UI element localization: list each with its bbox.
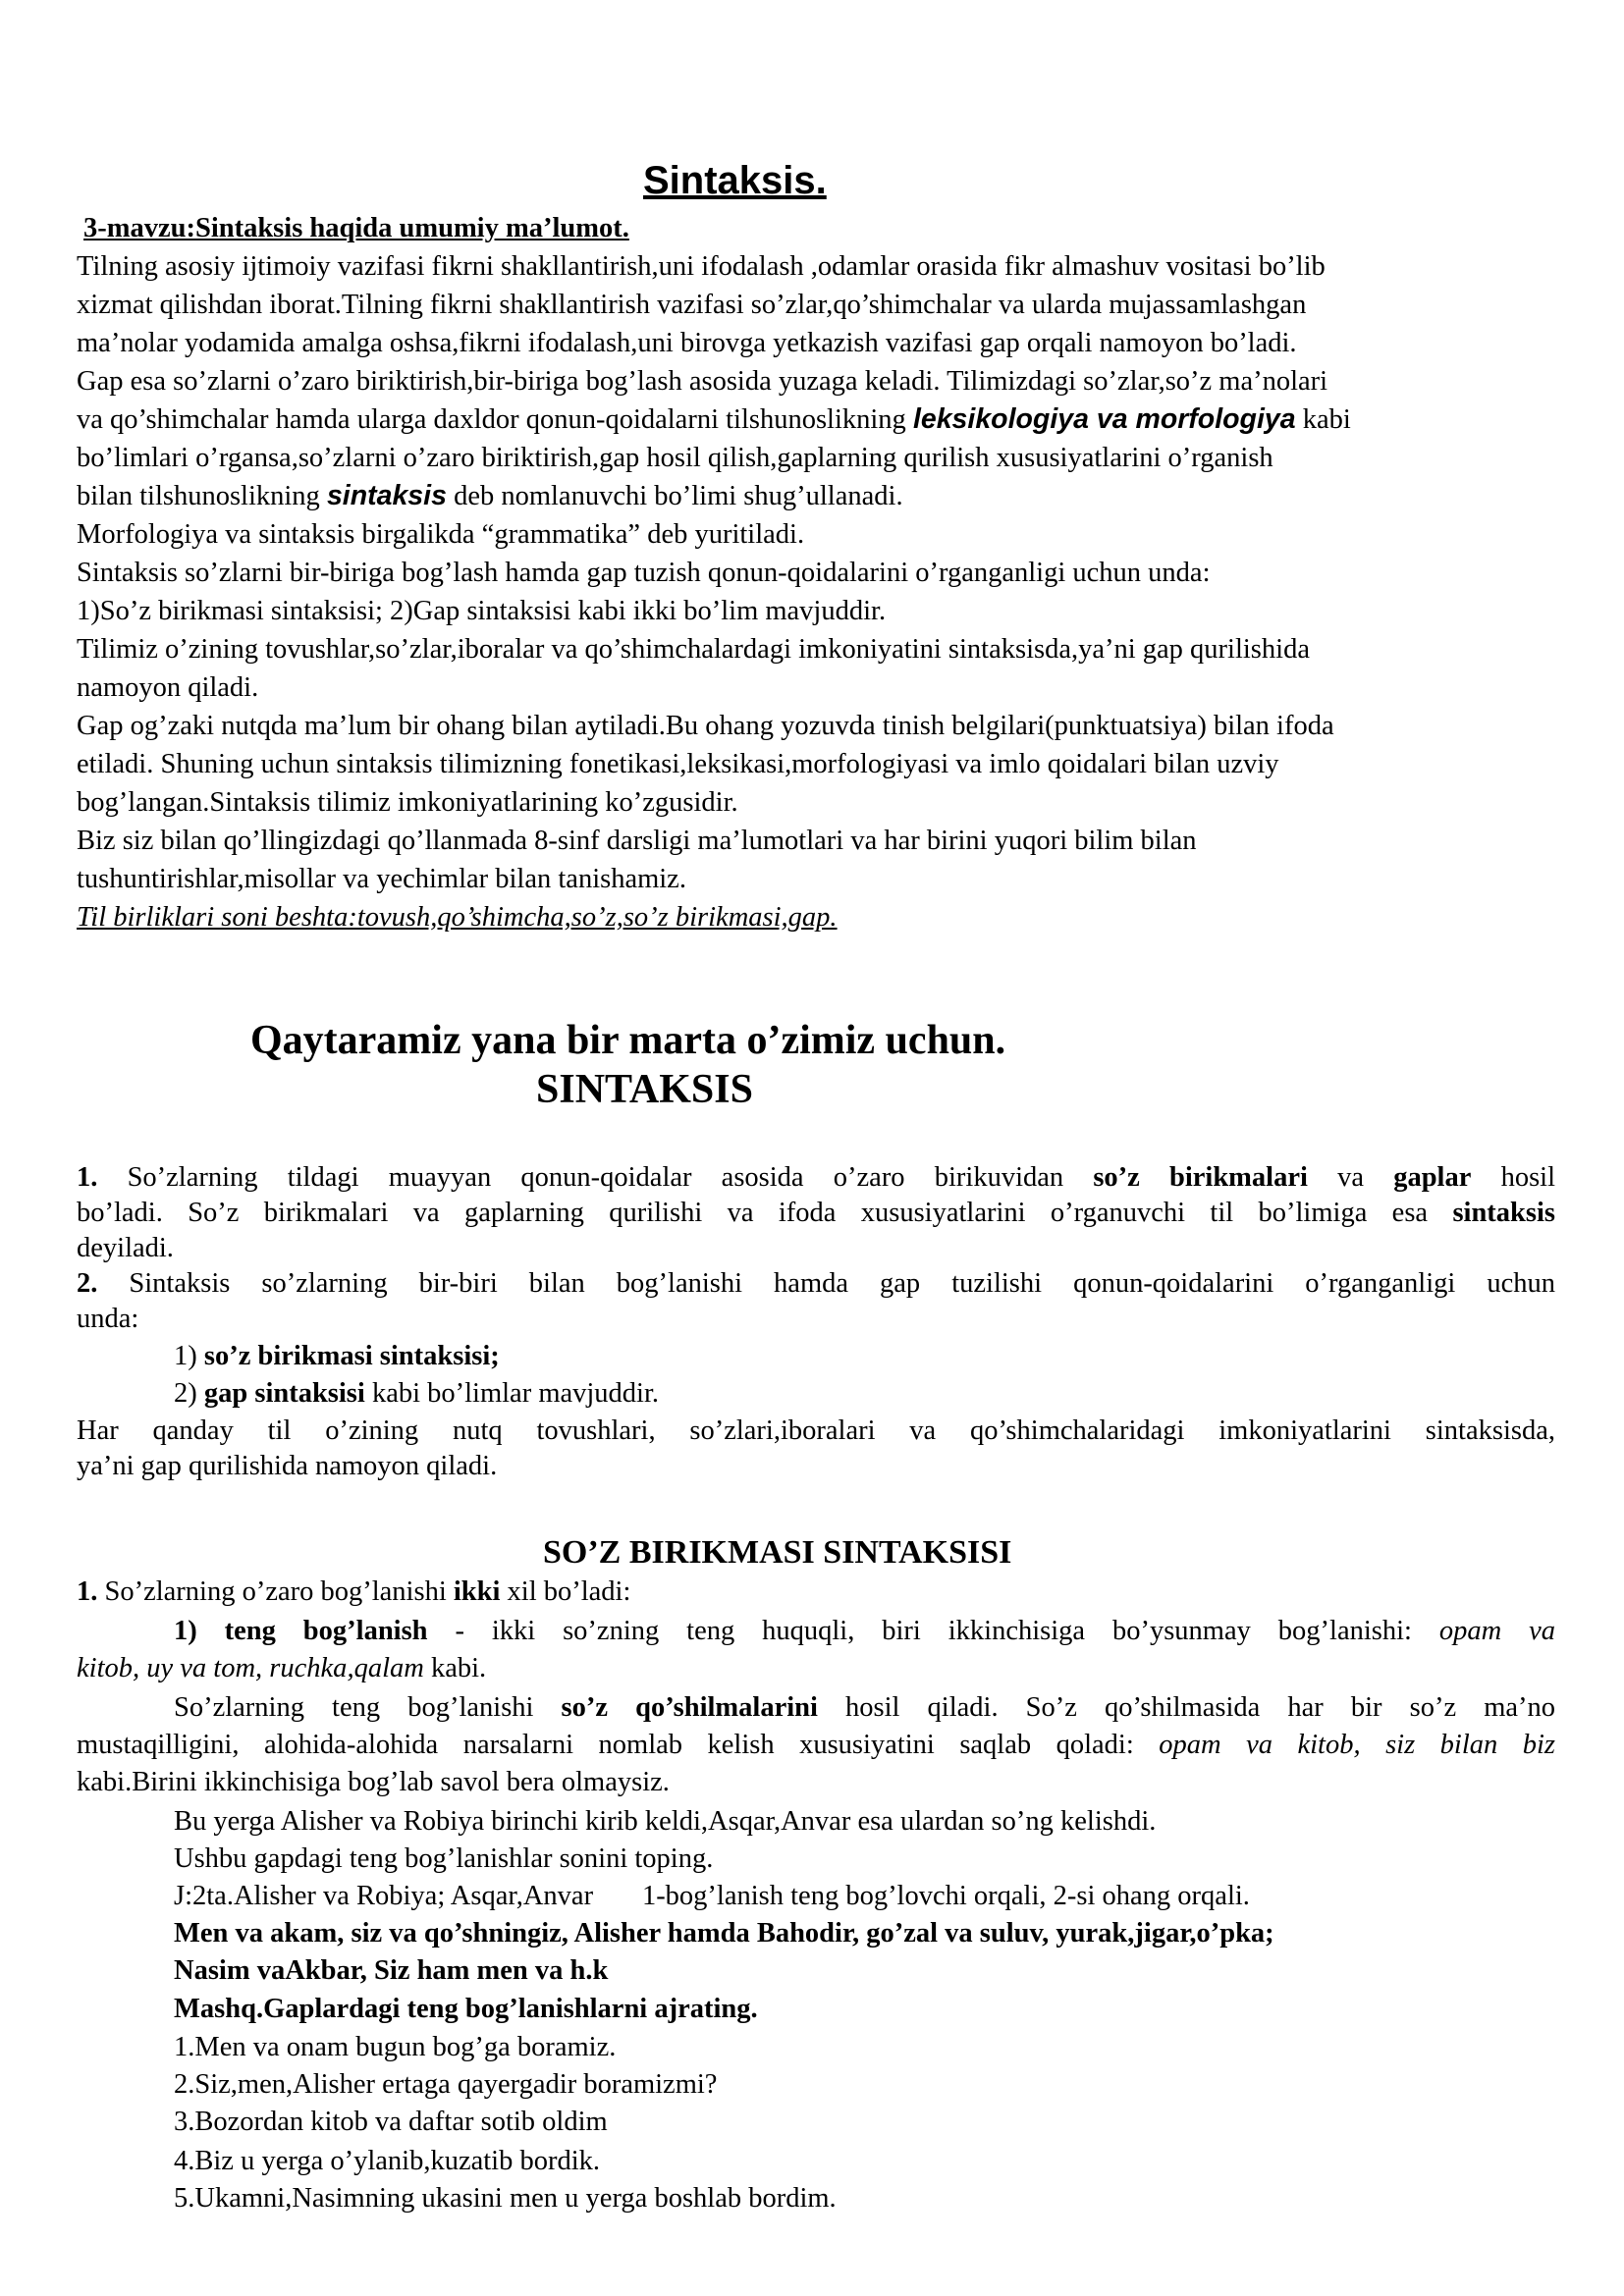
text-line: tushuntirishlar,misollar va yechimlar bilan tanishamiz. <box>77 864 686 894</box>
text-line: bilan tilshunoslikning sintaksis deb nomlanuvchi bo’limi shug’ullanadi. <box>77 480 903 511</box>
document-title: Sintaksis. <box>643 159 827 202</box>
topic-subtitle: 3-mavzu:Sintaksis haqida umumiy ma’lumot. <box>83 213 629 243</box>
emphasis-term: sintaksis <box>326 480 447 511</box>
paragraph-line: unda: <box>77 1304 139 1334</box>
paragraph-line: So’zlarning teng bog’lanishi so’z qo’shilmalarini hosil qiladi. So’z qo’shilmasida har bir so’z ma’no <box>174 1692 1556 1723</box>
paragraph-line: 2. Sintaksis so’zlarning bir-biri bilan bog’lanishi hamda gap tuzilishi qonun-qoidalarini o’rganganligi uchun <box>77 1268 1555 1299</box>
text-line: Tilimiz o’zining tovushlar,so’zlar,iboralar va qo’shimchalardagi imkoniyatini sintaksisda,ya’ni gap qurilishida <box>77 634 1310 665</box>
text-line: xizmat qilishdan iborat.Tilning fikrni shakllantirish vazifasi so’zlar,qo’shimchalar va ularda mujassamlashgan <box>77 290 1307 320</box>
text-line: namoyon qiladi. <box>77 672 259 703</box>
section-heading: SINTAKSIS <box>536 1067 753 1112</box>
section-heading: SO’Z BIRIKMASI SINTAKSISI <box>543 1534 1012 1571</box>
exercise-item: 5.Ukamni,Nasimning ukasini men u yerga boshlab bordim. <box>174 2183 837 2214</box>
text-line: Gap esa so’zlarni o’zaro biriktirish,bir-biriga bog’lash asosida yuzaga keladi. Tilimizdagi so’zlar,so’z ma’nolari <box>77 366 1328 397</box>
paragraph-line: Har qanday til o’zining nutq tovushlari, so’zlari,iboralari va qo’shimchalaridagi imkoniyatlarini sintaksisda, <box>77 1415 1555 1446</box>
exercise-item: 2.Siz,men,Alisher ertaga qayergadir boramizmi? <box>174 2069 718 2100</box>
paragraph-line: deyiladi. <box>77 1233 174 1263</box>
text-line: bog’langan.Sintaksis tilimiz imkoniyatlarining ko’zgusidir. <box>77 787 738 818</box>
example-line: Bu yerga Alisher va Robiya birinchi kirib keldi,Asqar,Anvar esa ulardan so’ng kelishdi. <box>174 1806 1157 1837</box>
text-line: Sintaksis so’zlarni bir-biriga bog’lash hamda gap tuzish qonun-qoidalarini o’rganganligi uchun unda: <box>77 558 1211 588</box>
text-line: Morfologiya va sintaksis birgalikda “grammatika” deb yuritiladi. <box>77 519 805 550</box>
paragraph-line: kitob, uy va tom, ruchka,qalam kabi. <box>77 1653 487 1683</box>
text-line: ma’nolar yodamida amalga oshsa,fikrni ifodalash,uni birovga yetkazish vazifasi gap orqali namoyon bo’ladi. <box>77 328 1297 358</box>
paragraph-line: 1. So’zlarning tildagi muayyan qonun-qoidalar asosida o’zaro birikuvidan so’z birikmalari va gaplar hosil <box>77 1162 1555 1193</box>
exercise-item: 3.Bozordan kitob va daftar sotib oldim <box>174 2107 608 2137</box>
text-line: Tilning asosiy ijtimoiy vazifasi fikrni shakllantirish,uni ifodalash ,odamlar orasida fikr almashuv vositasi bo’lib <box>77 251 1326 282</box>
text-line: 1)So’z birikmasi sintaksisi; 2)Gap sintaksisi kabi ikki bo’lim mavjuddir. <box>77 596 887 626</box>
emphasis-term: leksikologiya va morfologiya <box>912 403 1296 435</box>
paragraph-line: ya’ni gap qurilishida namoyon qiladi. <box>77 1451 498 1481</box>
exercise-item: 1.Men va onam bugun bog’ga boramiz. <box>174 2032 617 2062</box>
paragraph-line: 1. So’zlarning o’zaro bog’lanishi ikki xil bo’ladi: <box>77 1576 631 1607</box>
example-line: Ushbu gapdagi teng bog’lanishlar sonini toping. <box>174 1843 714 1874</box>
exercise-item: 4.Biz u yerga o’ylanib,kuzatib bordik. <box>174 2146 600 2176</box>
paragraph-line: mustaqilligini, alohida-alohida narsalarni nomlab kelish xususiyatini saqlab qoladi: opam va kitob, siz bilan biz <box>77 1730 1555 1760</box>
text-line: Biz siz bilan qo’llingizdagi qo’llanmada 8-sinf darsligi ma’lumotlari va har birini yuqori bilim bilan <box>77 826 1197 856</box>
section-heading: Qaytaramiz yana bir marta o’zimiz uchun. <box>250 1018 1006 1063</box>
exercise-heading: Mashq.Gaplardagi teng bog’lanishlarni ajrating. <box>174 1994 758 2024</box>
text-line: Til birliklari soni beshta:tovush,qo’shimcha,so’z,so’z birikmasi,gap. <box>77 902 838 933</box>
example-line: J:2ta.Alisher va Robiya; Asqar,Anvar 1-bog’lanish teng bog’lovchi orqali, 2-si ohang orqali. <box>174 1881 1250 1911</box>
text-line: va qo’shimchalar hamda ularga daxldor qonun-qoidalarni tilshunoslikning leksikologiya va morfologiya kabi <box>77 403 1351 435</box>
text-line: Gap og’zaki nutqda ma’lum bir ohang bilan aytiladi.Bu ohang yozuvda tinish belgilari(punktuatsiya) bilan ifoda <box>77 711 1334 741</box>
paragraph-line: 1) teng bog’lanish - ikki so’zning teng huquqli, biri ikkinchisiga bo’ysunmay bog’lanishi: opam va <box>174 1616 1556 1646</box>
list-item: 2) gap sintaksisi kabi bo’limlar mavjuddir. <box>174 1378 660 1409</box>
example-line: Nasim vaAkbar, Siz ham men va h.k <box>174 1955 609 1986</box>
example-line: Men va akam, siz va qo’shningiz, Alisher hamda Bahodir, go’zal va suluv, yurak,jigar,o’pka; <box>174 1918 1274 1949</box>
text-line: etiladi. Shuning uchun sintaksis tilimizning fonetikasi,leksikasi,morfologiyasi va imlo qoidalari bilan uzviy <box>77 749 1279 779</box>
list-item: 1) so’z birikmasi sintaksisi; <box>174 1341 500 1371</box>
paragraph-line: kabi.Birini ikkinchisiga bog’lab savol bera olmaysiz. <box>77 1767 670 1797</box>
paragraph-line: bo’ladi. So’z birikmalari va gaplarning qurilishi va ifoda xususiyatlarini o’rganuvchi til bo’limiga esa sintaksis <box>77 1198 1555 1228</box>
text-line: bo’limlari o’rgansa,so’zlarni o’zaro biriktirish,gap hosil qilish,gaplarning qurilish xususiyatlarini o’rganish <box>77 443 1273 473</box>
